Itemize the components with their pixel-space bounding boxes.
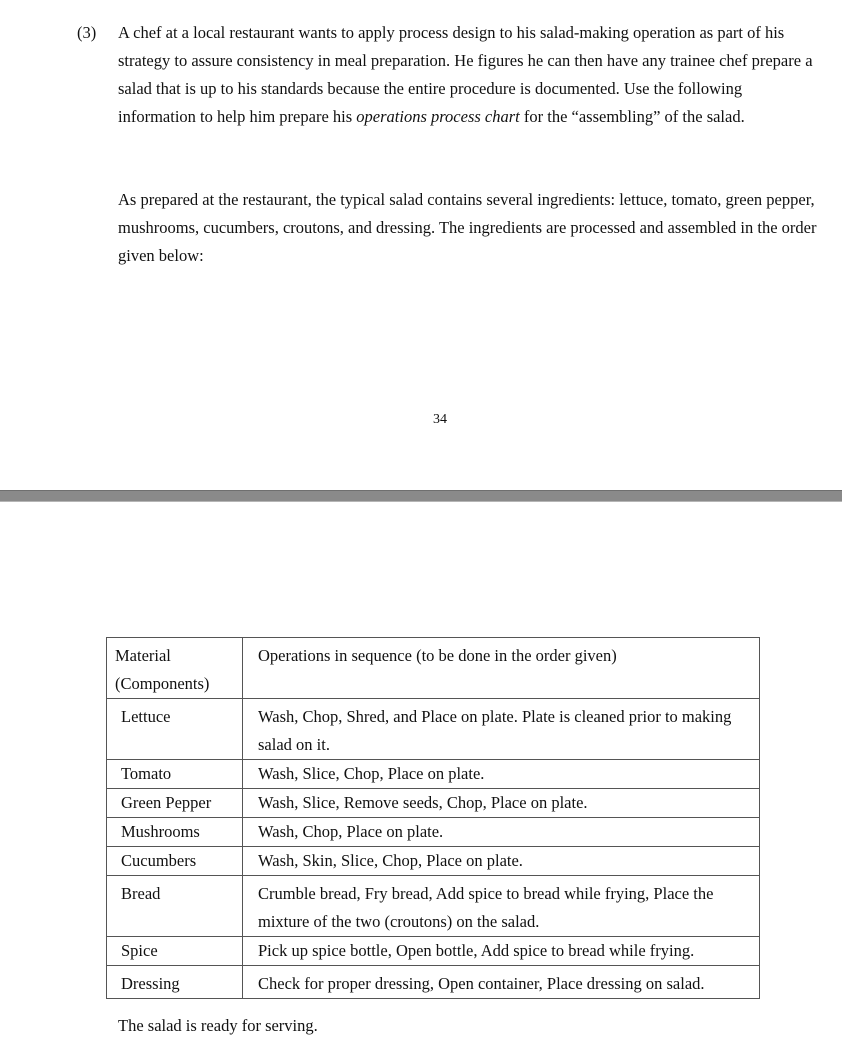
material-cell: Bread (107, 876, 243, 937)
header-material: Material (Components) (107, 638, 243, 699)
operations-cell: Wash, Chop, Shred, and Place on plate. Plate is cleaned prior to making salad on it. (243, 699, 760, 760)
operations-cell: Crumble bread, Fry bread, Add spice to bread while frying, Place the mixture of the two (croutons) on the salad. (243, 876, 760, 937)
material-cell: Green Pepper (107, 789, 243, 818)
operations-cell: Check for proper dressing, Open container, Place dressing on salad. (243, 966, 760, 999)
operations-table (106, 637, 760, 999)
operations-cell: Wash, Slice, Chop, Place on plate. (243, 760, 760, 789)
header-operations: Operations in sequence (to be done in the order given) (243, 638, 760, 699)
operations-cell: Wash, Skin, Slice, Chop, Place on plate. (243, 847, 760, 876)
material-cell: Cucumbers (107, 847, 243, 876)
page-34 (0, 0, 842, 490)
material-cell: Tomato (107, 760, 243, 789)
operations-cell: Wash, Chop, Place on plate. (243, 818, 760, 847)
closing-sentence: The salad is ready for serving. (118, 1016, 318, 1035)
table-row (107, 847, 760, 876)
question-paragraph-2: As prepared at the restaurant, the typical salad contains several ingredients: lettuce, tomato, green pepper, mushrooms, cucumbers, croutons, and dressing. The ingredients are processed and assembled in the order given below: (118, 190, 817, 265)
table-row (107, 699, 760, 760)
table-row (107, 818, 760, 847)
material-cell: Dressing (107, 966, 243, 999)
operations-cell: Wash, Slice, Remove seeds, Chop, Place on plate. (243, 789, 760, 818)
table-row (107, 789, 760, 818)
paragraph-1-text-b: for the “assembling” of the salad. (519, 107, 745, 126)
question-paragraph-1 (118, 19, 818, 131)
table-row (107, 876, 760, 937)
table-row (107, 966, 760, 999)
paragraph-1-emphasis: operations process chart (356, 107, 520, 126)
operations-cell: Pick up spice bottle, Open bottle, Add spice to bread while frying. (243, 937, 760, 966)
table-row (107, 760, 760, 789)
material-cell: Lettuce (107, 699, 243, 760)
question-number: (3) (77, 23, 97, 42)
table-row (107, 937, 760, 966)
material-cell: Mushrooms (107, 818, 243, 847)
paragraph-1-text-a: A chef at a local restaurant wants to apply process design to his salad-making operation as part of his strategy to assure consistency in meal preparation. He figures he can then have any trainee chef prepare a salad that is up to his standards because the entire procedure is documented. Use the following information to help him prepare his (118, 23, 813, 126)
page-35 (0, 502, 842, 1052)
table-header-row (107, 638, 760, 699)
page-separator (0, 490, 842, 502)
material-cell: Spice (107, 937, 243, 966)
page-number: 34 (433, 412, 447, 427)
